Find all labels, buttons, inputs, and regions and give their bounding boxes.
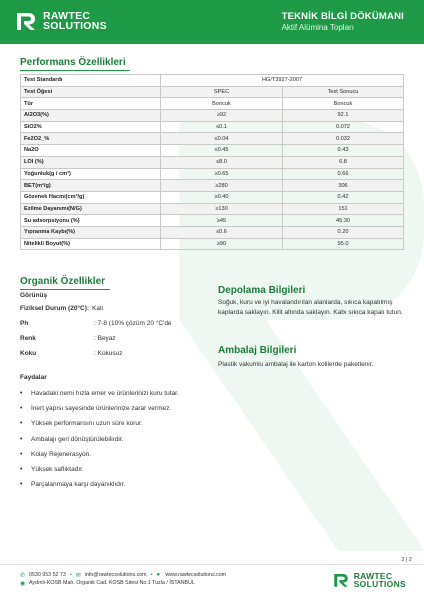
table-cell: ≤8.0 bbox=[161, 156, 283, 168]
logo-wordmark bbox=[43, 11, 107, 31]
table-cell: 0.20 bbox=[283, 226, 404, 238]
footer-divider bbox=[0, 564, 424, 565]
table-cell: 0.032 bbox=[283, 133, 404, 145]
table-cell: Boncuk bbox=[283, 98, 404, 110]
storage-text: Soğuk, kuru ve iyi havalandırılan alanlarda, sıkıca kapatılmış kaplarda saklayın. Kilit altında saklayın. Kabı sıkıca kapalı tutun. bbox=[218, 299, 403, 316]
table-cell: HG/T3927-2007 bbox=[161, 75, 404, 87]
list-item-text: İnert yapısı sayesinde ürünlerinize zarar vermez. bbox=[31, 405, 172, 413]
table-cell: Boncuk bbox=[161, 98, 283, 110]
list-item bbox=[20, 386, 179, 401]
property-row bbox=[20, 305, 215, 312]
footer-phone: 0530 953 52 73 bbox=[29, 572, 66, 578]
footer-logo-line2: SOLUTIONS bbox=[353, 579, 406, 589]
footer-contact bbox=[20, 571, 226, 587]
table-header-cell: Test Sonucu bbox=[283, 86, 404, 98]
table-cell: 0.43 bbox=[283, 145, 404, 157]
table-row bbox=[21, 238, 404, 250]
footer-address: Aydınlı-KOSB Mah. Organik Cad. KOSB Sitesi No:1 Tuzla / İSTANBUL bbox=[29, 580, 195, 586]
performance-underline bbox=[20, 70, 130, 71]
appearance-subtitle: Görünüş bbox=[20, 292, 48, 299]
list-item-text: Yüksek saflıktadır. bbox=[31, 466, 84, 474]
list-item bbox=[20, 462, 179, 477]
organic-title: Organik Özellikler bbox=[20, 276, 106, 287]
bullet-icon: • bbox=[20, 481, 23, 489]
property-value: : 7-8 (10% çözüm 20 °C'de bbox=[94, 320, 172, 327]
organic-properties bbox=[20, 292, 215, 365]
property-value: : Kokusuz bbox=[94, 350, 123, 357]
table-cell: ≥0.65 bbox=[161, 168, 283, 180]
property-row bbox=[20, 335, 215, 342]
table-cell: Su adsorpsiyonu (%) bbox=[21, 215, 161, 227]
property-label: Renk bbox=[20, 335, 36, 342]
brand-logo bbox=[14, 9, 107, 33]
table-cell: LOI (%) bbox=[21, 156, 161, 168]
packaging-text: Plastik vakumlu ambalaj ile karton kolilerde paketlenir. bbox=[218, 361, 374, 368]
bullet-icon: • bbox=[20, 466, 23, 474]
header-bar bbox=[0, 0, 424, 44]
table-row bbox=[21, 215, 404, 227]
table-row bbox=[21, 168, 404, 180]
table-row bbox=[21, 121, 404, 133]
table-cell: Tür bbox=[21, 98, 161, 110]
table-cell: Yıpranma Kaybı(%) bbox=[21, 226, 161, 238]
footer-logo bbox=[332, 571, 406, 589]
table-cell: 0.66 bbox=[283, 168, 404, 180]
separator: • bbox=[150, 572, 153, 578]
table-cell: SiO2% bbox=[21, 121, 161, 133]
bullet-icon: • bbox=[20, 405, 23, 413]
logo-line1: RAWTEC bbox=[43, 10, 91, 22]
table-cell: Yoğunluk(g / cm³) bbox=[21, 168, 161, 180]
property-value: : Beyaz bbox=[94, 335, 116, 342]
table-cell: Fe2O2_% bbox=[21, 133, 161, 145]
benefits-title: Faydalar bbox=[20, 374, 47, 381]
document-subtitle: Aktif Alümina Topları bbox=[281, 23, 354, 32]
table-cell: ≥130 bbox=[161, 203, 283, 215]
footer-logo-line1: RAWTEC bbox=[353, 570, 393, 581]
list-item-text: Havadaki nemi hızla emer ve ürünlerinizi kuru tutar. bbox=[31, 390, 179, 398]
list-item bbox=[20, 447, 179, 462]
table-row bbox=[21, 98, 404, 110]
table-header-cell: SPEC bbox=[161, 86, 283, 98]
table-row bbox=[21, 133, 404, 145]
mail-icon: ✉ bbox=[75, 572, 81, 579]
table-cell: Test Standardı bbox=[21, 75, 161, 87]
performance-table bbox=[20, 74, 404, 250]
location-icon: ◉ bbox=[20, 580, 26, 587]
phone-icon: ✆ bbox=[20, 572, 26, 579]
table-row bbox=[21, 110, 404, 122]
bullet-icon: • bbox=[20, 435, 23, 443]
table-cell: ≤0.1 bbox=[161, 121, 283, 133]
table-row bbox=[21, 226, 404, 238]
organic-underline bbox=[20, 289, 110, 290]
table-row bbox=[21, 145, 404, 157]
table-cell: Ezilme Dayanımı(N/G) bbox=[21, 203, 161, 215]
table-cell: Na2O bbox=[21, 145, 161, 157]
performance-title: Performans Özellikleri bbox=[20, 57, 126, 68]
bullet-icon: • bbox=[20, 390, 23, 398]
table-cell: Gözenek Hacmi(cm³/g) bbox=[21, 191, 161, 203]
table-cell: 151 bbox=[283, 203, 404, 215]
footer-wordmark bbox=[354, 572, 406, 589]
table-cell: ≥0.40 bbox=[161, 191, 283, 203]
table-cell: 45.30 bbox=[283, 215, 404, 227]
packaging-title: Ambalaj Bilgileri bbox=[218, 345, 297, 356]
globe-icon: ● bbox=[156, 572, 161, 578]
table-cell: ≥90 bbox=[161, 238, 283, 250]
table-cell: BET(m²/g) bbox=[21, 180, 161, 192]
list-item-text: Parçalanmaya karşı dayanıklıdır. bbox=[31, 481, 126, 489]
table-cell: ≤0.04 bbox=[161, 133, 283, 145]
property-label: Ph bbox=[20, 320, 29, 327]
table-cell: 306 bbox=[283, 180, 404, 192]
table-cell: 6.8 bbox=[283, 156, 404, 168]
table-cell: ≥92 bbox=[161, 110, 283, 122]
document-title: TEKNİK BİLGİ DÖKÜMANI bbox=[281, 11, 404, 22]
table-cell: Al2O3(%) bbox=[21, 110, 161, 122]
list-item bbox=[20, 416, 179, 431]
bullet-icon: • bbox=[20, 420, 23, 428]
footer-email: info@rawtecsolutions.com bbox=[84, 572, 147, 578]
table-cell: ≥280 bbox=[161, 180, 283, 192]
footer-web: www.rawtecsolutions.com bbox=[165, 572, 227, 578]
table-row bbox=[21, 156, 404, 168]
list-item bbox=[20, 477, 179, 492]
list-item bbox=[20, 401, 179, 416]
storage-title: Depolama Bilgileri bbox=[218, 285, 306, 296]
property-row bbox=[20, 320, 215, 327]
table-cell: 0.072 bbox=[283, 121, 404, 133]
table-row bbox=[21, 180, 404, 192]
table-row bbox=[21, 191, 404, 203]
list-item-text: Yüksek performansını uzun süre korur. bbox=[31, 420, 143, 428]
property-value: Katı bbox=[92, 305, 104, 312]
document-title-block bbox=[282, 11, 404, 32]
logo-line2: SOLUTIONS bbox=[43, 20, 107, 32]
table-cell: Nitelikli Boyut(%) bbox=[21, 238, 161, 250]
list-item-text: Kolay Rejenerasyon. bbox=[31, 450, 91, 458]
list-item bbox=[20, 432, 179, 447]
table-cell: ≥45 bbox=[161, 215, 283, 227]
separator: • bbox=[69, 572, 72, 578]
page-number: 2 | 2 bbox=[401, 557, 412, 563]
benefits-list bbox=[20, 386, 179, 492]
property-label: Fiziksel Durum (20°C): bbox=[20, 305, 90, 312]
logo-mark-icon bbox=[14, 9, 38, 33]
table-cell: ≤0.6 bbox=[161, 226, 283, 238]
table-row-standard bbox=[21, 75, 404, 87]
table-header-cell: Test Öğesi bbox=[21, 86, 161, 98]
list-item-text: Ambalajı geri dönüştürülebilirdir. bbox=[31, 435, 124, 443]
property-row bbox=[20, 350, 215, 357]
bullet-icon: • bbox=[20, 450, 23, 458]
logo-mark-icon bbox=[332, 571, 350, 589]
table-cell: 0.42 bbox=[283, 191, 404, 203]
table-header-row bbox=[21, 86, 404, 98]
table-cell: ≤0.45 bbox=[161, 145, 283, 157]
property-label: Koku bbox=[20, 350, 37, 357]
table-row bbox=[21, 203, 404, 215]
table-cell: 92.1 bbox=[283, 110, 404, 122]
table-cell: 95.0 bbox=[283, 238, 404, 250]
